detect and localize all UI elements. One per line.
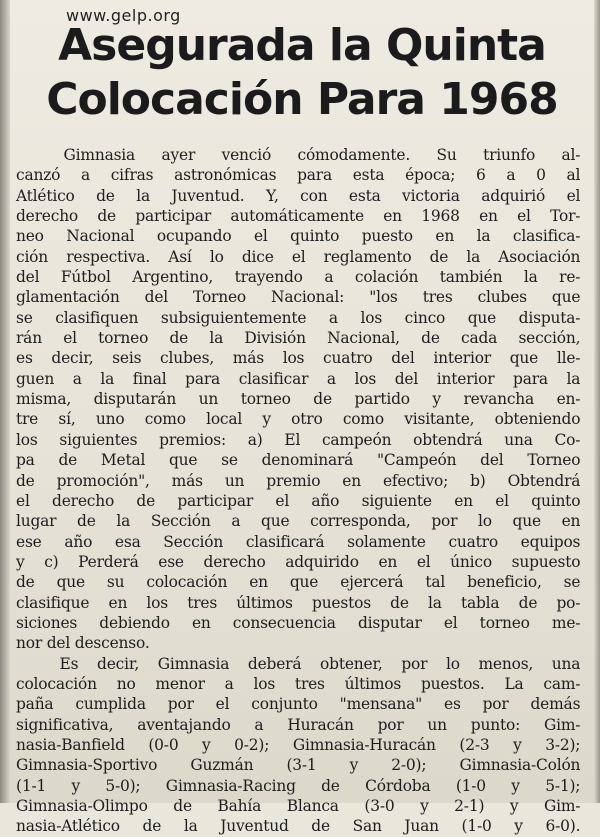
headline-line-1: Asegurada la Quinta [58,20,546,71]
article-line: lugar de la Sección a que corresponda, por lo que en [16,512,581,531]
headline-line-2: Colocación Para 1968 [46,74,558,125]
article-line: del Fútbol Argentino, trayendo a colación también la re- [16,268,581,287]
article-line: nor del descenso. [16,634,150,653]
article-line: Gimnasia-Olimpo de Bahía Blanca (3-0 y 2-1) y Gim- [16,797,581,815]
article-line: canzó a cifras astronómicas para esta época; 6 a 0 al [16,166,581,185]
watermark-url: www.gelp.org [66,6,181,25]
article-line: derecho de participar automáticamente en 1968 en el Tor- [16,207,581,226]
article-line: de que su colocación en que ejercerá tal beneficio, se [16,573,581,592]
article-line: ese año esa Sección clasificará solamente cuatro equipos [16,532,581,551]
article-line: misma, disputarán un torneo de partido y revancha en- [16,390,581,409]
clipping-right-edge [594,0,600,803]
article-line: neo Nacional ocupando el quinto puesto en la clasifica- [16,227,581,246]
article-line: los siguientes premios: a) El campeón obtendrá una Co- [16,430,581,449]
article-line: el derecho de participar el año siguiente en el quinto [16,491,581,510]
article-line: Es decir, Gimnasia deberá obtener, por lo menos, una [59,654,581,673]
article-line: y c) Perderá ese derecho adquirido en el único supuesto [16,552,581,571]
article-line: tre sí, uno como local y otro como visitante, obteniendo [16,410,581,429]
article-line: nasia-Banfield (0-0 y 0-2); Gimnasia-Huracán (2-3 y 3-2); [16,735,581,754]
article-line: siciones debiendo en consecuencia disputar el torneo me- [16,613,581,632]
article-line: nasia-Atlético de la Juventud de San Juan (1-0 y 6-0). [16,817,581,836]
article-line: paña cumplida por el conjunto "mensana" es por demás [16,695,581,714]
article-line: clasifique en los tres últimos puestos de la tabla de po- [16,593,581,612]
article-line: significativa, aventajando a Huracán por un punto: Gim- [16,715,581,734]
article-line: rán el torneo de la División Nacional, de cada sección, [16,329,581,348]
article-line: se clasifiquen subsiguientemente a los cinco que disputa- [16,308,581,327]
article-line: es decir, seis clubes, más los cuatro del interior que lle- [16,349,581,368]
article-line: Gimnasia ayer venció cómodamente. Su triunfo al- [63,146,581,164]
article-line: pa de Metal que se denominará "Campeón del Torneo [16,451,581,470]
article-line: de promoción", más un premio en efectivo; b) Obtendrá [16,471,581,490]
article-line: ción respectiva. Así lo dice el reglamento de la Asociación [16,247,581,266]
article-line: (1-1 y 5-0); Gimnasia-Racing de Córdoba (1-0 y 5-1); [16,776,581,795]
article-line: guen a la final para clasificar a los del interior para la [16,369,581,388]
article-line: Atlético de la Juventud. Y, con esta victoria adquirió el [16,186,581,205]
article-body [16,145,581,836]
article-line: Gimnasia-Sportivo Guzmán (3-1 y 2-0); Gimnasia-Colón [16,756,581,775]
article-line: colocación no menor a los tres últimos puestos. La cam- [16,674,581,693]
article-line: glamentación del Torneo Nacional: "los tres clubes que [16,288,581,307]
clipping-left-edge [0,0,10,803]
